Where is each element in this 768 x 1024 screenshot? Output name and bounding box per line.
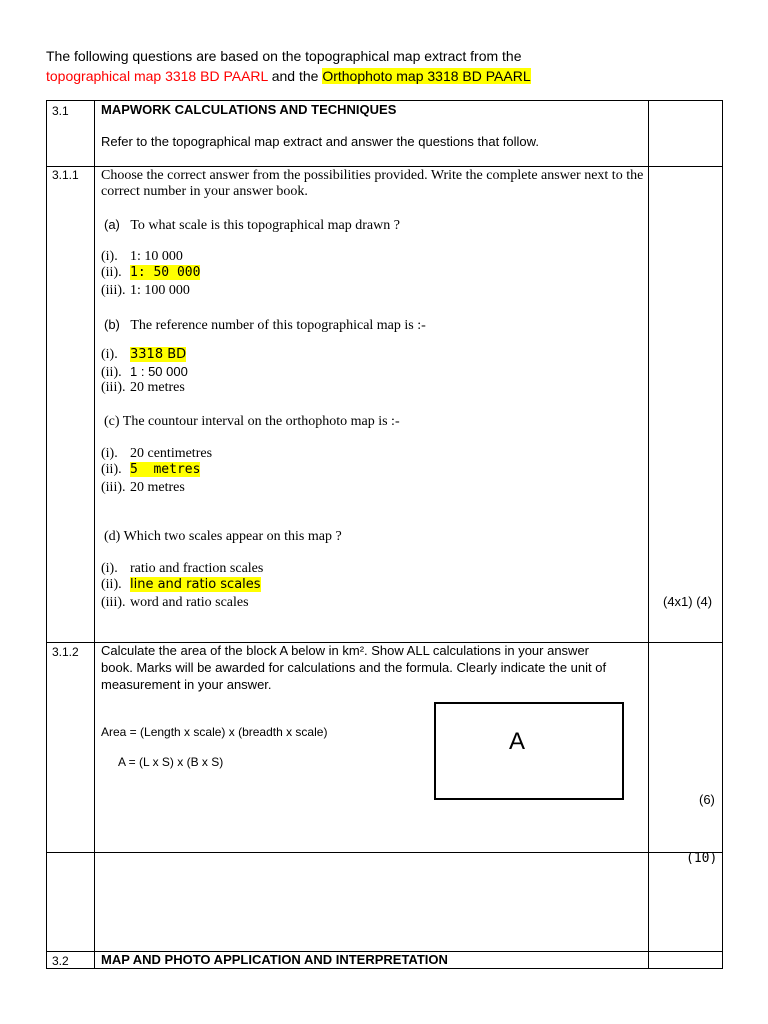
question-instruction: Choose the correct answer from the possibilities provided. Write the complete answer next to the: [101, 168, 644, 183]
option: (i). ratio and fraction scales: [101, 561, 264, 576]
table-row-line: [46, 968, 723, 969]
table-col-divider-2: [648, 100, 649, 969]
subquestion-label: (a): [104, 217, 120, 232]
block-a-diagram: [434, 702, 624, 800]
section-title: MAPWORK CALCULATIONS AND TECHNIQUES: [101, 102, 397, 117]
subquestion-text: To what scale is this topographical map drawn ?: [130, 218, 400, 233]
table-col-divider-1: [94, 100, 95, 969]
photo-reference: Orthophoto map 3318 BD PAARL: [322, 68, 531, 84]
subquestion-label: (b): [104, 317, 120, 332]
table-row-line: [46, 166, 723, 167]
table-border-right: [722, 100, 723, 969]
option: (iii). word and ratio scales: [101, 595, 249, 610]
question-instruction: correct number in your answer book.: [101, 184, 308, 199]
question-number: 3.1.1: [52, 168, 79, 182]
option-answer: (ii). line and ratio scales: [101, 577, 261, 592]
section-number: 3.2: [52, 954, 69, 968]
section-number: 3.1: [52, 104, 69, 118]
option: (iii). 1: 100 000: [101, 283, 190, 298]
option: (i). 1: 10 000: [101, 249, 183, 264]
table-row-line: [46, 100, 723, 101]
table-border-left: [46, 100, 47, 969]
block-a-label: A: [509, 728, 526, 755]
option: (i). 20 centimetres: [101, 446, 213, 461]
subquestion-d: (d) Which two scales appear on this map ?: [104, 529, 342, 544]
total-marks: (10): [686, 851, 718, 866]
table-row-line: [46, 852, 723, 853]
formula-short: A = (L x S) x (B x S): [118, 755, 224, 769]
question-text: measurement in your answer.: [101, 677, 272, 692]
option: (iii). 20 metres: [101, 480, 185, 495]
section-title: MAP AND PHOTO APPLICATION AND INTERPRETATION: [101, 952, 448, 967]
subquestion-c: (c) The countour interval on the orthophoto map is :-: [104, 414, 400, 429]
question-number: 3.1.2: [52, 645, 79, 659]
marks-3-1-2: (6): [699, 792, 715, 807]
option-answer: (ii). 1: 50 000: [101, 265, 201, 280]
question-text: Calculate the area of the block A below in km². Show ALL calculations in your answer: [101, 643, 590, 658]
option: (iii). 20 metres: [101, 380, 185, 395]
option-answer: (i). 3318 BD: [101, 347, 187, 362]
option: (ii). 1 : 50 000: [101, 364, 188, 380]
map-reference: topographical map 3318 BD PAARL: [46, 68, 268, 84]
marks-3-1-1: (4x1) (4): [663, 594, 713, 609]
intro-line1: The following questions are based on the topographical map extract from the: [46, 48, 522, 64]
subquestion-a: [104, 216, 400, 234]
option-answer: (ii). 5 metres: [101, 462, 201, 477]
question-text: book. Marks will be awarded for calculations and the formula. Clearly indicate the unit of: [101, 660, 607, 675]
subquestion-b: [104, 316, 426, 334]
intro: [46, 46, 531, 86]
section-instruction: Refer to the topographical map extract and answer the questions that follow.: [101, 134, 539, 149]
intro-line2: [46, 66, 531, 86]
intro-and: and the: [267, 68, 323, 84]
formula-area: Area = (Length x scale) x (breadth x scale): [101, 725, 328, 739]
subquestion-text: The reference number of this topographical map is :-: [130, 318, 426, 333]
